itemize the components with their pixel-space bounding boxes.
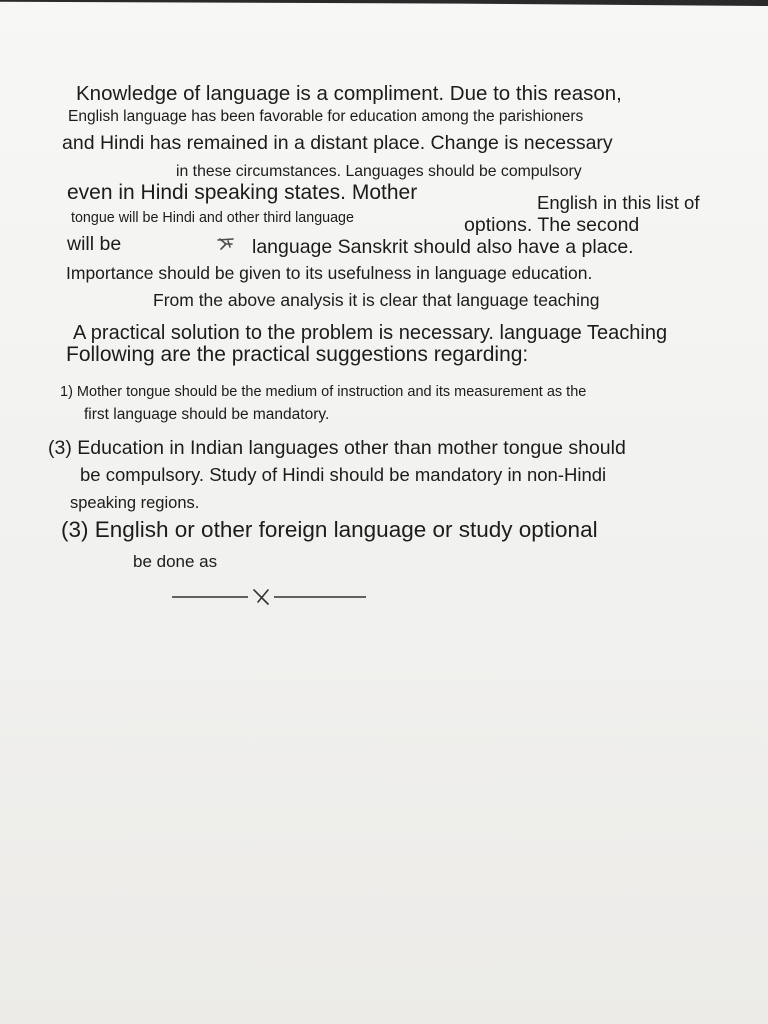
text-line: Importance should be given to its usefulness in language education. — [66, 263, 593, 283]
text-line: English language has been favorable for education among the parishioners — [68, 108, 584, 125]
text-line: Knowledge of language is a compliment. Due to this reason, — [76, 82, 622, 105]
list-item-text: be done as — [133, 552, 218, 571]
text-line: options. The second — [464, 214, 640, 236]
text-line: and Hindi has remained in a distant place. Change is necessary — [62, 132, 613, 154]
text-line: in these circumstances. Languages should be compulsory — [176, 163, 582, 180]
text-line: tongue will be Hindi and other third language — [71, 210, 354, 226]
list-item-text: speaking regions. — [70, 494, 200, 512]
list-item-text: (3) Education in Indian languages other than mother tongue should — [48, 437, 626, 459]
text-line: even in Hindi speaking states. Mother — [67, 181, 418, 204]
list-item-text: be compulsory. Study of Hindi should be mandatory in non-Hindi — [80, 464, 607, 485]
list-item-text: 1) Mother tongue should be the medium of instruction and its measurement as the — [60, 384, 587, 400]
text-line: will be — [67, 233, 122, 255]
text-line: English in this list of — [537, 192, 700, 213]
page-top-edge-shadow — [0, 0, 768, 6]
text-line: language Sanskrit should also have a place. — [252, 236, 634, 258]
text-line: From the above analysis it is clear that language teaching — [153, 290, 600, 310]
list-item-text: (3) English or other foreign language or study optional — [61, 517, 598, 542]
end-divider-mark — [170, 588, 370, 608]
text-line: A practical solution to the problem is necessary. language Teaching — [73, 322, 668, 344]
list-item-text: first language should be mandatory. — [84, 406, 330, 423]
text-line: Following are the practical suggestions regarding: — [66, 343, 529, 366]
scribble-mark-icon — [216, 237, 236, 251]
